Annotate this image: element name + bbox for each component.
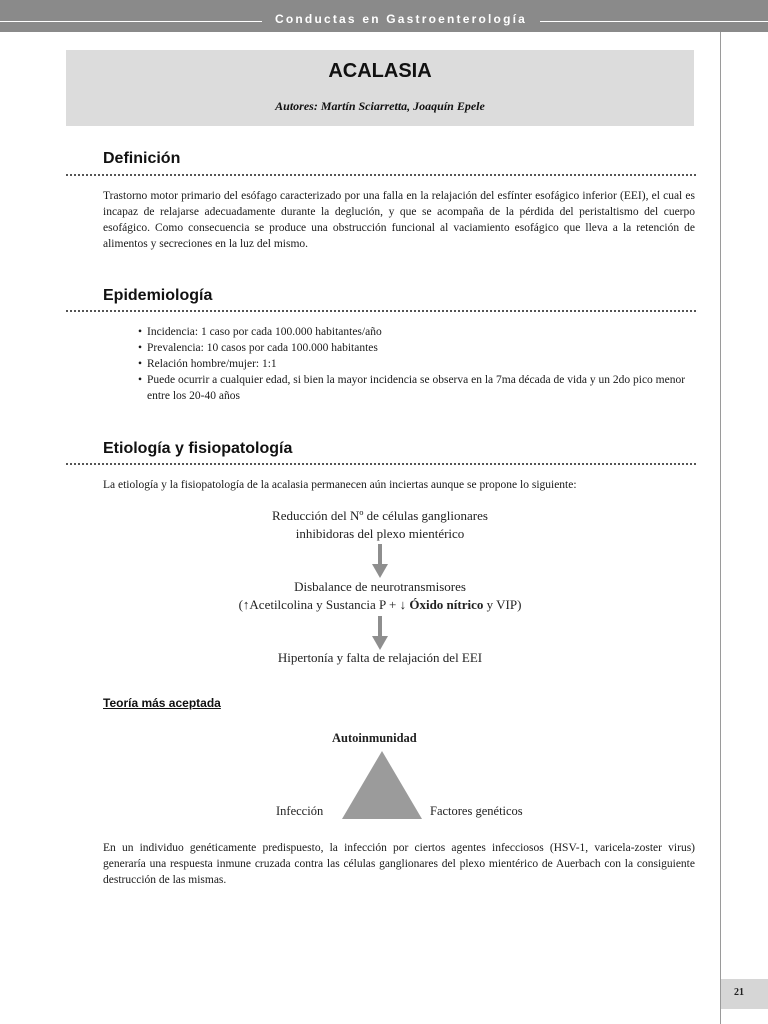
heading-definicion: Definición [103,150,181,167]
flow-open-paren: ( [238,597,243,612]
flow-step-1-line-2: inhibidoras del plexo mientérico [295,526,465,541]
list-item: • Relación hombre/mujer: 1:1 [138,356,698,372]
flow-bold-term: Óxido nítrico [409,597,484,612]
flow-step-1 [210,507,550,543]
definicion-paragraph: Trastorno motor primario del esófago caracterizado por una falla en la relajación del esfínter esofágico inferior (EEI), el cual es incapaz de relajarse adecuadamente durante la deglución, y que se acompaña de la pérdida del peristaltismo del cuerpo esofágico. Como consecuencia se produce una obstrucción funcional al vaciamiento esofágico que lleva a la retención de alimentos y secreciones en la luz del mismo. [103,190,695,250]
label-infeccion: Infección [276,804,324,818]
list-item: • Incidencia: 1 caso por cada 100.000 habitantes/año [138,324,698,340]
heading-etiologia: Etiología y fisiopatología [103,440,293,457]
title-box [66,50,694,126]
list-item: • Puede ocurrir a cualquier edad, si bien la mayor incidencia se observa en la 7ma década de vida y un 2do pico menor entre los 20-40 años [138,372,698,404]
heading-epidemiologia: Epidemiología [103,287,213,304]
flow-arrow-down-icon [372,544,388,578]
flow-step-1-line-1: Reducción del Nº de células ganglionares [272,508,488,523]
up-arrow-icon: ↑ [242,597,250,612]
flow-arrow-down-icon [372,616,388,650]
authors-line: Autores: Martín Sciarretta, Joaquín Epele [275,99,485,113]
triangle-shape [342,751,422,819]
etiologia-closing-paragraph: En un individuo genéticamente predispuesto, la infección por ciertos agentes infecciosos (HSV-1, varicela-zoster virus) generaría una respuesta inmune cruzada contra las células ganglionares del plexo mientérico de Auerbach con la consiguiente destrucción de las mismas. [103,842,695,886]
flow-step-3: Hipertonía y falta de relajación del EEI [277,650,483,665]
triangle-diagram [342,751,422,819]
flow-step-2-line-2 [210,596,550,614]
flow-step-2-line-1: Disbalance de neurotransmisores [294,579,466,594]
flow-text-a: Acetilcolina y Sustancia P + [249,597,400,612]
dotted-divider-definicion [66,174,696,176]
right-margin-rule [720,32,721,1024]
dotted-divider-epidemiologia [66,310,696,312]
label-autoinmunidad: Autoinmunidad [332,731,417,745]
flow-text-b: y VIP) [483,597,522,612]
etiologia-intro: La etiología y la fisiopatología de la acalasia permanecen aún inciertas aunque se propone lo siguiente: [103,479,577,491]
page-number: 21 [734,987,744,998]
running-title: Conductas en Gastroenterología [274,12,528,26]
down-arrow-icon: ↓ [399,597,407,612]
subheading-teoria: Teoría más aceptada [103,696,221,710]
flow-step-2 [210,578,550,614]
dotted-divider-etiologia [66,463,696,465]
list-item: • Prevalencia: 10 casos por cada 100.000 habitantes [138,340,698,356]
epidemiologia-list [138,324,698,404]
header-rule-right [540,21,768,22]
label-factores-geneticos: Factores genéticos [430,804,523,818]
document-title: ACALASIA [328,60,432,82]
header-rule-left [0,21,262,22]
